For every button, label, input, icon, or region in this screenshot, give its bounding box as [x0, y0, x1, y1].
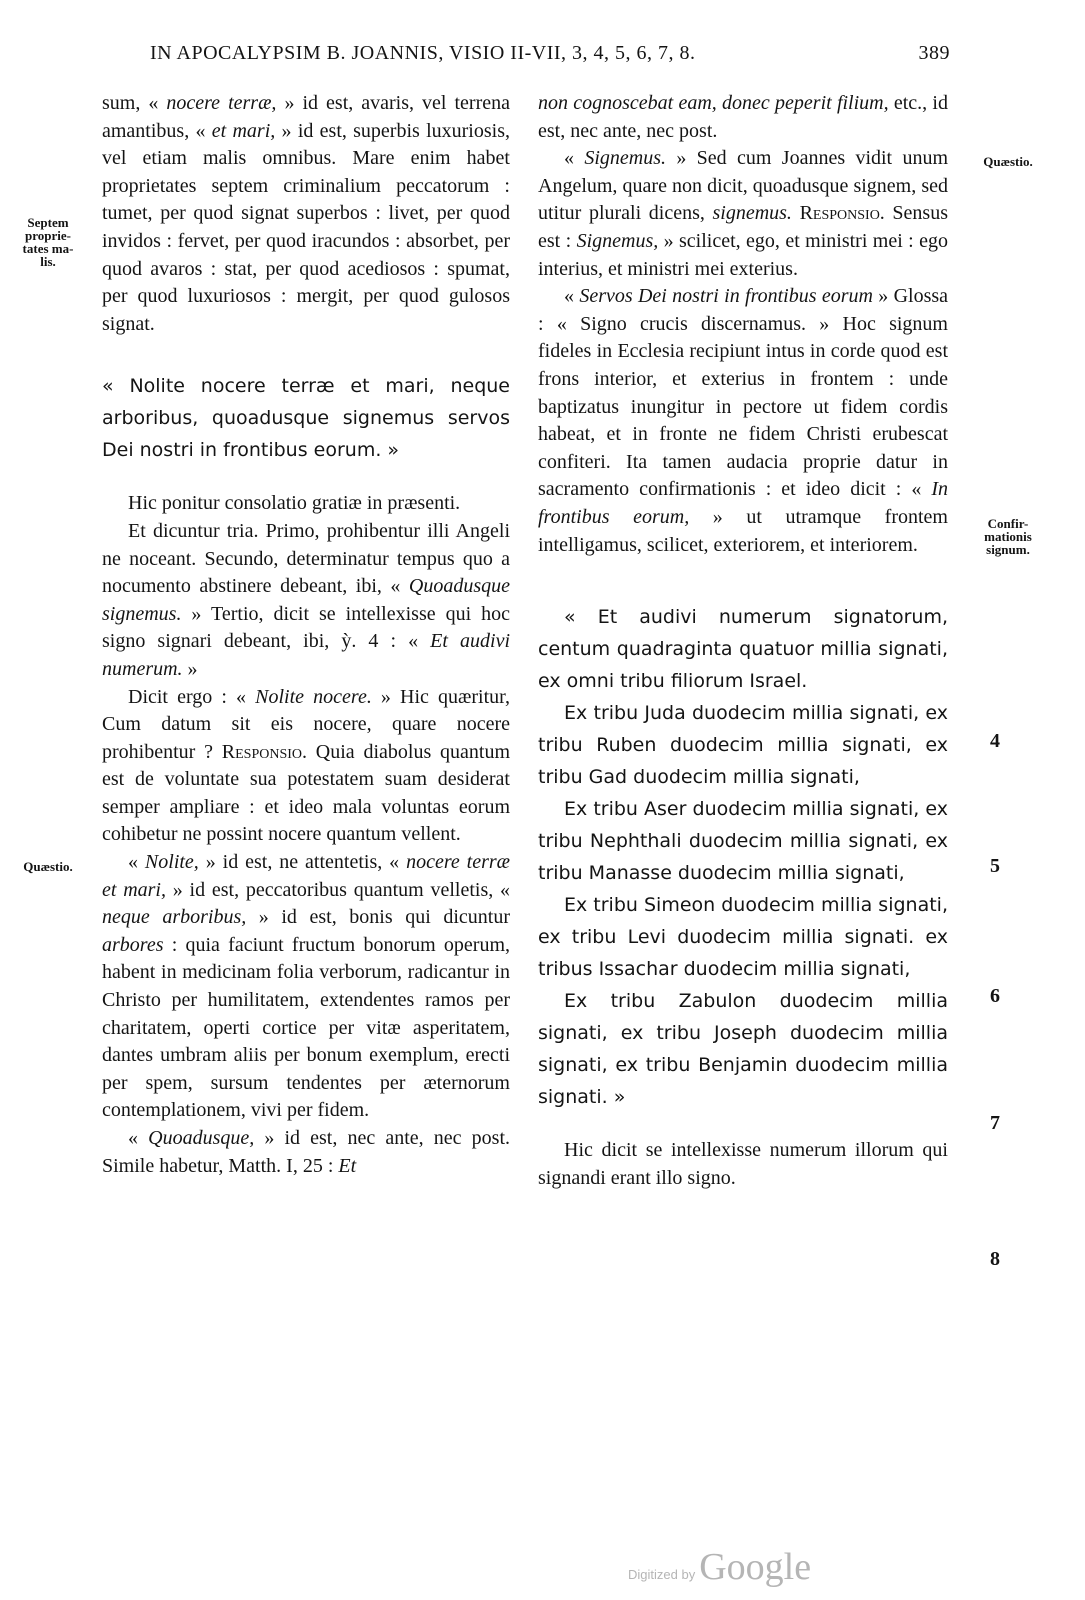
italic-run: Nolite nocere. — [255, 685, 372, 708]
verse-number: 6 — [990, 985, 1000, 1007]
italic-run: Quoadusque, — [148, 1127, 255, 1149]
verse-number: 4 — [990, 730, 1000, 752]
verse-number: 5 — [990, 855, 1000, 877]
margin-note-line: mationis — [984, 529, 1032, 544]
commentary-paragraph — [102, 90, 510, 338]
text-run: » Sed cum Joannes vidit unum Angelum, quare non dicit, quoadusque signem, sed utitur plurali dicens, — [538, 147, 949, 225]
italic-run: Servos Dei nostri in frontibus eorum — [579, 285, 873, 308]
google-wordmark: Google — [699, 1546, 812, 1588]
scripture-verse: « Nolite nocere terræ et mari, neque arboribus, quoadusque signemus servos Dei nostri in frontibus eorum. » — [102, 375, 510, 462]
italic-run: signemus. — [712, 202, 792, 225]
text-run: : quia faciunt fructum bonorum operum, habent in medicinam folia verborum, radicantur in Christo per humilitatem, extendentes ramos per charitatem, operti cortice per vitæ asperitatem, dantes umbram aliis per bonum exemplum, erecti per spem, sursum tendentes per æternorum contemplationem, vivi per fidem. — [102, 933, 510, 1122]
digitized-by-label: Digitized by — [628, 1567, 696, 1582]
italic-run: nocere terræ et mari, — [102, 851, 511, 901]
commentary-paragraph — [102, 518, 510, 684]
text-run: « — [564, 147, 585, 170]
text-run: » id est, ne attentetis, « — [198, 851, 407, 874]
text-run: » Tertio, dicit se intellexisse qui hoc signo signari debeant, ibi, ỳ. 4 : « — [102, 602, 510, 653]
text-run: » id est, nec ante, nec post. Simile habetur, Matth. I, 25 : — [102, 1127, 510, 1177]
margin-note-confirmationis — [958, 517, 1058, 556]
margin-note-quaestio-right: Quæstio. — [983, 154, 1033, 169]
italic-run: Signemus, — [576, 229, 659, 252]
text-run: » ut utramque frontem intelligamus, scilicet, exteriorem, et interiorem. — [538, 505, 948, 556]
header-title: IN APOCALYPSIM B. JOANNIS, VISIO II-VII, 3, 4, 5, 6, 7, 8. — [150, 42, 696, 64]
scripture-verse: « Et audivi numerum signatorum, centum quadraginta quatuor millia signati, ex omni tribu filiorum Israel. — [538, 606, 948, 693]
scripture-verse: Ex tribu Zabulon duodecim millia signati, ex tribu Joseph duodecim millia signati, ex tribu Benjamin duodecim millia signati. » — [538, 990, 948, 1109]
margin-note-septem — [8, 216, 88, 268]
margin-note-line: Confir- — [987, 516, 1029, 531]
commentary-paragraph — [102, 1125, 510, 1180]
right-column — [538, 90, 948, 1192]
text-run: » Glossa : « Signo crucis discernamus. » Hoc signum fideles in Ecclesia recipiunt intus in corde quod est frons interior, et exterius in frontem : unde baptizatus inungitur in pectore ut fidem cordis habeat, et in fronte ne fidem Christi erubescat confiteri. Ita tamen audacia proprie datur in sacramento confirmationis : et ideo dicit : « — [538, 285, 949, 501]
margin-note-quaestio-left: Quæstio. — [23, 859, 73, 874]
commentary-paragraph — [538, 90, 948, 145]
text-run: Quia diabolus quantum est de voluntate sua potestatem suam desiderat semper ampliare : et ideo mala voluntas eorum cohibetur ne possint nocere quantum vellent. — [102, 740, 511, 846]
commentary-paragraph — [538, 145, 948, 283]
page-number: 389 — [918, 42, 950, 64]
commentary-paragraph — [102, 684, 510, 850]
commentary-paragraph: Hic dicit se intellexisse numerum illorum qui signandi erant illo signo. — [538, 1139, 948, 1189]
italic-run: Quoadusque signemus. — [102, 575, 510, 625]
commentary-paragraph — [102, 849, 510, 1125]
running-head — [150, 42, 950, 65]
scripture-verse: Ex tribu Juda duodecim millia signati, ex tribu Ruben duodecim millia signati, ex tribu Gad duodecim millia signati, — [538, 702, 948, 789]
italic-run: In frontibus eorum, — [538, 478, 948, 528]
text-run: « — [564, 285, 580, 308]
text-run — [792, 202, 800, 224]
smallcaps-run: Responsio. — [799, 202, 885, 225]
margin-note-line: Septem — [27, 215, 69, 230]
text-run: » id est, avaris, vel terrena amantibus, « — [102, 92, 511, 142]
digitized-by-google-watermark — [628, 1545, 811, 1589]
italic-run: Signemus. — [584, 147, 667, 170]
italic-run: arbores — [102, 933, 164, 956]
verse-number: 8 — [990, 1248, 1000, 1270]
text-run: » Hic quæritur, Cum datum sit eis nocere, quare nocere prohibentur ? — [102, 685, 510, 763]
margin-note-line: proprie- — [25, 228, 71, 243]
text-run: « — [128, 851, 145, 874]
text-run: » scilicet, ego, et ministri mei : ego interius, et ministri mei exterius. — [538, 229, 948, 280]
text-run: Dicit ergo : « — [128, 685, 256, 708]
italic-run: Nolite, — [144, 851, 199, 874]
commentary-paragraph — [538, 283, 948, 559]
text-run: Sensus est : — [538, 202, 948, 252]
text-run: » id est, peccatoribus quantum velletis, « — [166, 878, 511, 901]
left-column — [102, 90, 510, 1180]
margin-note-line: signum. — [986, 542, 1030, 557]
italic-run: Et — [338, 1154, 357, 1177]
text-run: Et dicuntur tria. Primo, prohibentur illi Angeli ne noceant. Secundo, determinatur tempus quo a nocumento abstinere debeant, ibi, « — [102, 519, 510, 598]
margin-note-line: lis. — [40, 254, 56, 269]
commentary-paragraph: Hic ponitur consolatio gratiæ in præsenti. — [128, 492, 461, 515]
scripture-verse: Ex tribu Aser duodecim millia signati, ex tribu Nephthali duodecim millia signati, ex tribu Manasse duodecim millia signati, — [538, 798, 948, 885]
italic-run: Et audivi numerum. — [102, 630, 511, 680]
verse-number: 7 — [990, 1112, 1000, 1134]
italic-run: non cognoscebat eam, donec peperit filium, — [538, 92, 889, 114]
text-run: sum, « — [102, 92, 167, 114]
italic-run: neque arboribus, — [102, 906, 247, 929]
italic-run: nocere terræ, — [166, 92, 277, 114]
scripture-verse: Ex tribu Simeon duodecim millia signati, ex tribu Levi duodecim millia signati. ex tribus Issachar duodecim millia signati, — [538, 894, 948, 981]
smallcaps-run: Responsio. — [221, 740, 308, 763]
text-run: « — [128, 1127, 149, 1149]
text-run: » id est, bonis qui dicuntur — [246, 906, 510, 929]
text-run: » id est, superbis luxuriosis, vel etiam malis omnibus. Mare enim habet proprietates septem criminalium peccatorum : tumet, per quod signat superbos : livet, per quod invidos : fervet, per quod iracundos : absorbet, per quod avaros : stat, per quod acediosos : spumat, per quod luxuriosos : mergit, per quod gulosos signat. — [102, 119, 510, 335]
text-run: » — [182, 657, 198, 680]
italic-run: et mari, — [211, 119, 276, 142]
text-run: etc., id est, nec ante, nec post. — [538, 92, 948, 142]
margin-note-line: tates ma- — [22, 241, 74, 256]
